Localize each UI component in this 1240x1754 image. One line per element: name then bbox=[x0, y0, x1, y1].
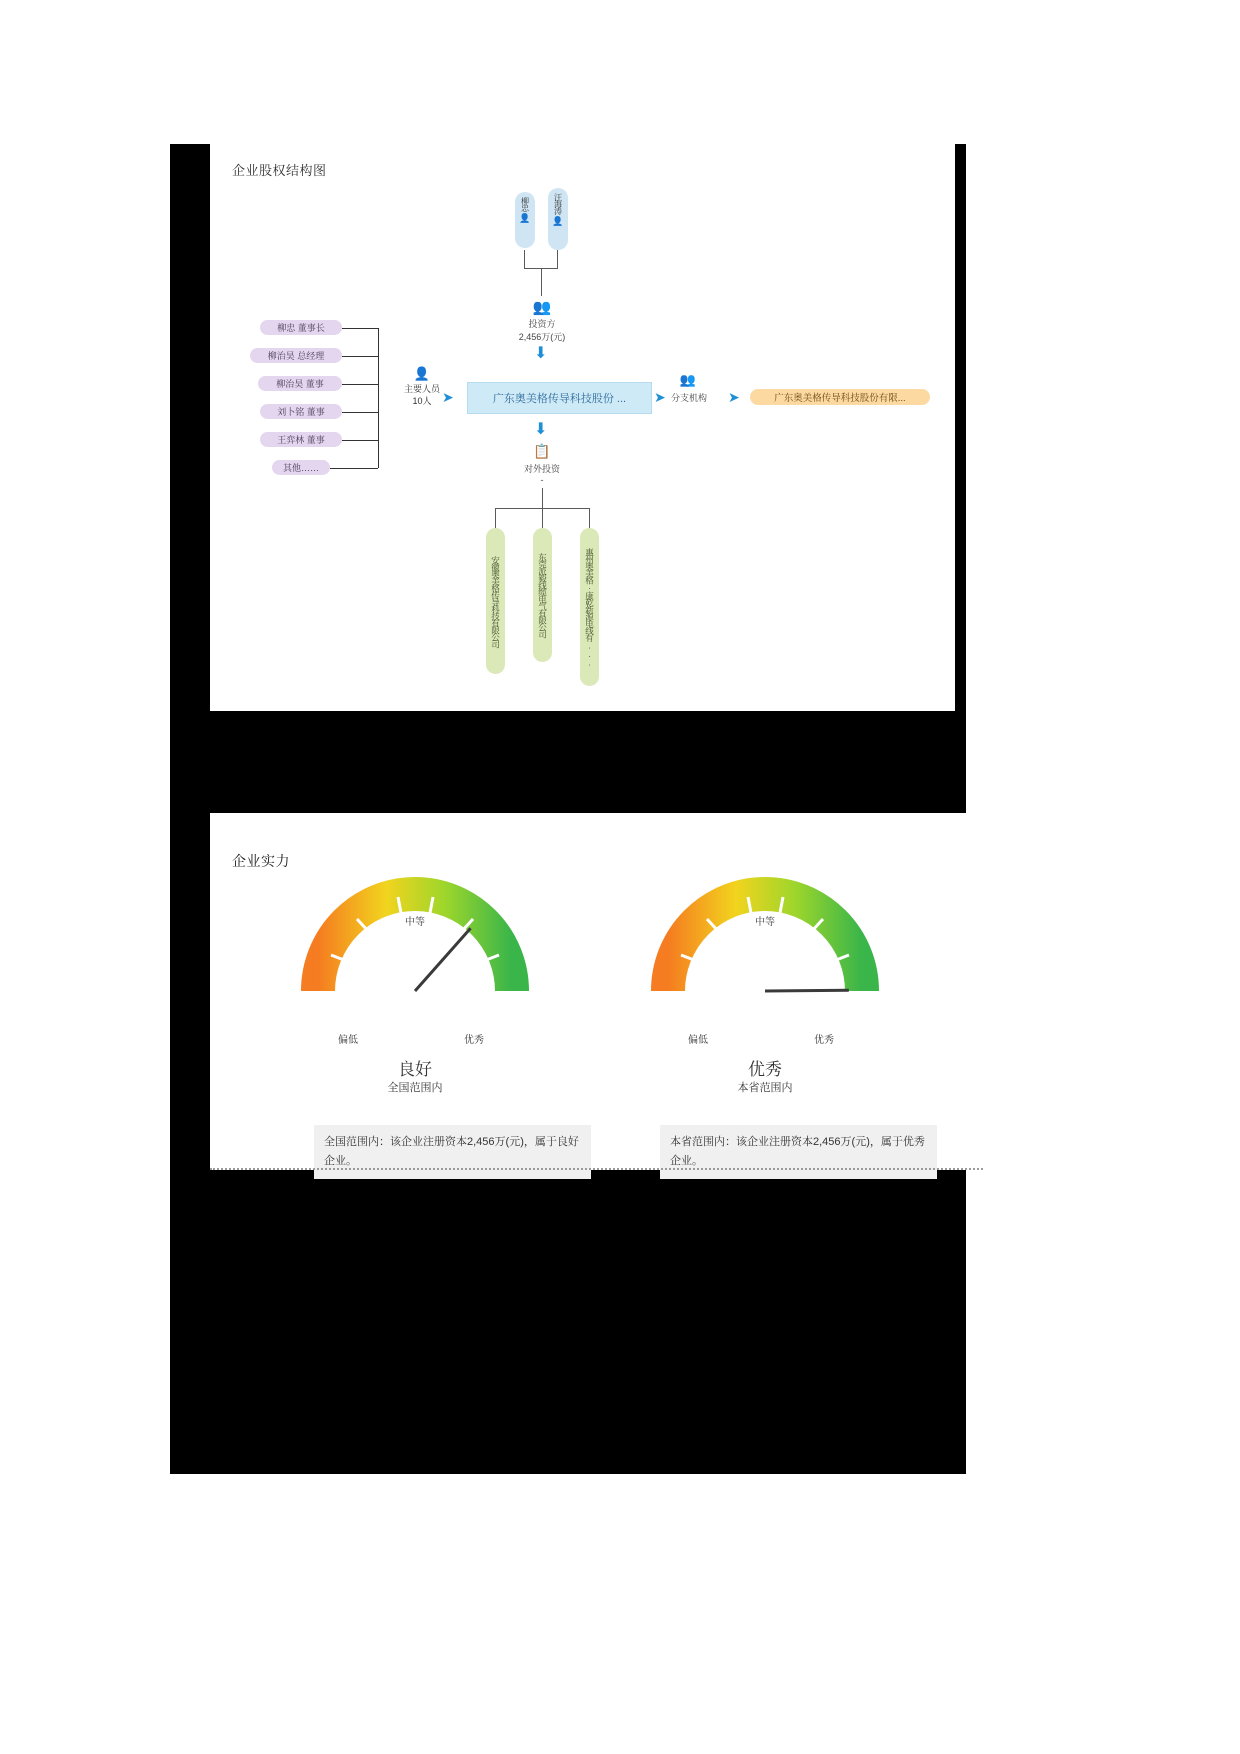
arrow-right-icon: ➤ bbox=[654, 389, 666, 405]
investment-icon: 📋 bbox=[533, 443, 551, 459]
gauge-note-province: 本省范围内：该企业注册资本2,456万(元)，属于优秀企业。 bbox=[660, 1125, 937, 1179]
connector-line bbox=[378, 328, 379, 468]
person-icon: 👤 bbox=[552, 216, 564, 226]
arrow-right-icon: ➤ bbox=[728, 389, 740, 405]
gauge-province bbox=[650, 863, 950, 1163]
shareholder-person-1-label: 柳忠 bbox=[520, 197, 530, 211]
subsidiary-label: 惠州奥美格·康乾新源电线有... bbox=[584, 548, 595, 666]
investors-icon: 👥 bbox=[532, 299, 552, 316]
connector-line bbox=[541, 268, 542, 296]
connector-line bbox=[557, 250, 558, 268]
executive-chip[interactable]: 王弈林 董事 bbox=[260, 432, 342, 447]
branch-icon: 👥 bbox=[679, 372, 697, 387]
panel-bottom-divider bbox=[210, 1168, 983, 1170]
connector-line bbox=[342, 384, 378, 385]
executive-chip[interactable]: 其他…… bbox=[272, 460, 330, 475]
gauge-scope: 全国范围内 bbox=[387, 1082, 443, 1094]
arrow-down-icon: ⬇ bbox=[534, 421, 548, 438]
outbound-sub: - bbox=[540, 475, 544, 485]
branch-item-chip[interactable]: 广东奥美格传导科技股份有限... bbox=[750, 389, 930, 405]
staff-count: 10人 bbox=[412, 396, 432, 406]
gauge-high-label: 优秀 bbox=[464, 1035, 484, 1046]
subsidiary-label: 安徽奥美格传导科技有限公司 bbox=[490, 555, 501, 647]
gauge-rating: 良好 bbox=[398, 1060, 432, 1079]
connector-line bbox=[589, 508, 590, 528]
staff-icon: 👤 bbox=[413, 366, 431, 381]
connector-line bbox=[342, 412, 378, 413]
executive-chip[interactable]: 柳治昊 董事 bbox=[258, 376, 342, 391]
connector-line bbox=[342, 328, 378, 329]
subsidiary-chip[interactable] bbox=[486, 528, 505, 674]
equity-panel-title: 企业股权结构图 bbox=[232, 163, 327, 178]
gauge-low-label: 偏低 bbox=[688, 1035, 708, 1046]
subsidiary-chip[interactable] bbox=[533, 528, 552, 662]
shareholder-person-2-label: 汪海涛 bbox=[553, 193, 563, 214]
connector-line bbox=[342, 356, 378, 357]
gauge-note-national: 全国范围内：该企业注册资本2,456万(元)，属于良好企业。 bbox=[314, 1125, 591, 1179]
arrow-down-icon: ⬇ bbox=[534, 345, 548, 362]
investor-label: 投资方 bbox=[528, 319, 556, 329]
branch-label: 分支机构 bbox=[670, 393, 707, 403]
gauge-mid-label: 中等 bbox=[405, 917, 425, 928]
enterprise-strength-panel bbox=[210, 813, 983, 1170]
gauge-high-label: 优秀 bbox=[814, 1035, 834, 1046]
shareholder-person-2[interactable] bbox=[548, 188, 568, 250]
executive-chip[interactable]: 刘卜铭 董事 bbox=[260, 404, 342, 419]
staff-label: 主要人员 bbox=[403, 384, 440, 394]
connector-line bbox=[330, 468, 378, 469]
gauge-arc bbox=[650, 863, 880, 1023]
gauge-scope: 本省范围内 bbox=[737, 1082, 793, 1094]
company-node[interactable]: 广东奥美格传导科技股份 ... bbox=[467, 382, 652, 414]
connector-line bbox=[524, 250, 525, 268]
connector-line bbox=[495, 508, 496, 528]
gauge-rating: 优秀 bbox=[748, 1060, 782, 1079]
arrow-right-icon: ➤ bbox=[442, 389, 454, 405]
connector-line bbox=[542, 508, 543, 528]
outbound-label: 对外投资 bbox=[523, 464, 560, 474]
strength-panel-title: 企业实力 bbox=[232, 853, 290, 869]
connector-line bbox=[342, 440, 378, 441]
subsidiary-chip[interactable] bbox=[580, 528, 599, 686]
executive-chip[interactable]: 柳治昊 总经理 bbox=[250, 348, 342, 363]
subsidiary-label: 东莞派毅线缆电气有限公司 bbox=[537, 553, 548, 637]
investor-amount: 2,456万(元) bbox=[518, 332, 566, 342]
person-icon: 👤 bbox=[519, 213, 531, 223]
gauge-mid-label: 中等 bbox=[755, 917, 775, 928]
executive-chip[interactable]: 柳忠 董事长 bbox=[260, 320, 342, 335]
shareholder-person-1[interactable] bbox=[515, 192, 535, 248]
gauge-low-label: 偏低 bbox=[338, 1035, 358, 1046]
connector-line bbox=[542, 488, 543, 508]
gauge-national bbox=[300, 863, 600, 1163]
equity-structure-panel bbox=[210, 144, 955, 711]
gauge-arc bbox=[300, 863, 530, 1023]
